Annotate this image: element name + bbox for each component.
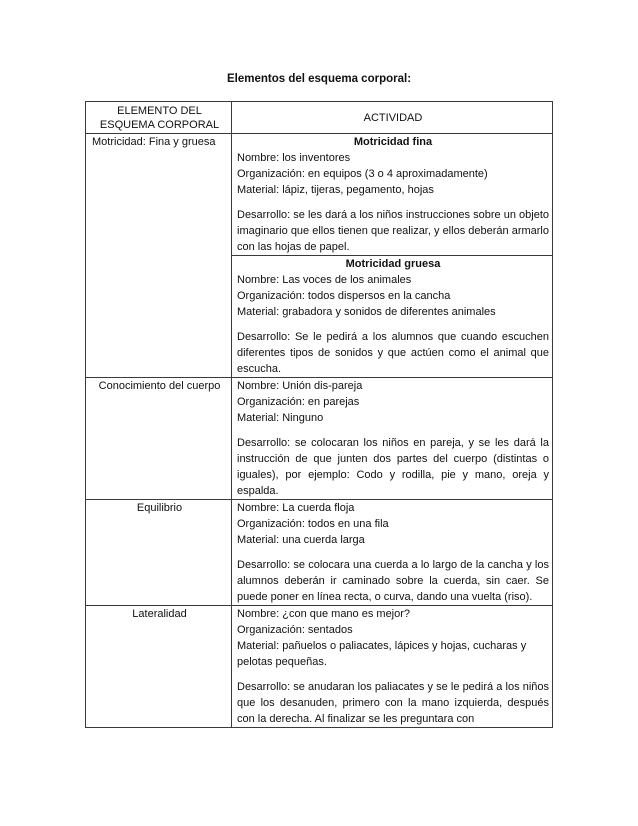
activity-material: Material: Ninguno: [237, 412, 324, 424]
table-row: [86, 606, 553, 728]
activity-material: Material: pañuelos o paliacates, lápices y hojas, cucharas y pelotas pequeñas.: [237, 640, 527, 668]
table-row: [86, 134, 553, 378]
activity-organizacion: Organización: en equipos (3 o 4 aproximadamente): [237, 168, 488, 180]
activity-nombre: Nombre: La cuerda floja: [237, 502, 355, 514]
activity-nombre: Nombre: Unión dis-pareja: [237, 380, 363, 392]
activity-organizacion: Organización: sentados: [237, 624, 353, 636]
activity-desarrollo: Desarrollo: se les dará a los niños instrucciones sobre un objeto imaginario que ellos tienen que realizar, y ellos deberán armarlo con las hojas de papel.: [237, 209, 549, 253]
activity-desarrollo: Desarrollo: se colocaran los niños en pareja, y se les dará la instrucción de que junten dos partes del cuerpo (distintas o iguales), por ejemplo: Codo y rodilla, pie y mano, oreja y espalda.: [237, 437, 549, 497]
activity-heading: Motricidad gruesa: [345, 258, 441, 270]
activity-desarrollo: Desarrollo: Se le pedirá a los alumnos que cuando escuchen diferentes tipos de sonidos y que actúen como el animal que escucha.: [237, 331, 549, 375]
element-motricidad: Motricidad: Fina y gruesa: [86, 134, 232, 378]
activity-motricidad-gruesa: [232, 256, 552, 377]
element-lateralidad: Lateralidad: [86, 606, 232, 728]
element-conocimiento: Conocimiento del cuerpo: [86, 378, 232, 500]
activity-desarrollo: Desarrollo: se colocara una cuerda a lo largo de la cancha y los alumnos deberán ir caminado sobre la cuerda, sin caer. Se puede poner en línea recta, o curva, dando una vuelta (riso).: [237, 559, 549, 603]
element-equilibrio: Equilibrio: [86, 500, 232, 606]
activity-motricidad-fina: [232, 134, 552, 256]
activity-nombre: Nombre: ¿con que mano es mejor?: [237, 608, 411, 620]
page-title: Elementos del esquema corporal:: [226, 73, 412, 85]
activity-nombre: Nombre: los inventores: [237, 152, 351, 164]
activity-organizacion: Organización: todos dispersos en la cancha: [237, 290, 451, 302]
activities-table: [85, 101, 553, 728]
activity-organizacion: Organización: todos en una fila: [237, 518, 389, 530]
table-row: [86, 500, 553, 606]
activity-cell: [232, 606, 553, 728]
header-actividad: ACTIVIDAD: [232, 102, 553, 134]
activity-cell: [232, 134, 553, 378]
activity-nombre: Nombre: Las voces de los animales: [237, 274, 412, 286]
activity-cell: [232, 500, 553, 606]
activity-material: Material: una cuerda larga: [237, 534, 365, 546]
header-elemento: ELEMENTO DEL ESQUEMA CORPORAL: [86, 102, 232, 134]
activity-heading: Motricidad fina: [353, 136, 433, 148]
activity-desarrollo: Desarrollo: se anudaran los paliacates y se le pedirá a los niños que los desanuden, primero con la mano izquierda, después con la derecha. Al finalizar se les preguntara con: [237, 681, 549, 725]
activity-material: Material: lápiz, tijeras, pegamento, hojas: [237, 184, 434, 196]
activity-material: Material: grabadora y sonidos de diferentes animales: [237, 306, 496, 318]
activity-cell: [232, 378, 553, 500]
table-row: [86, 378, 553, 500]
activity-organizacion: Organización: en parejas: [237, 396, 360, 408]
table-header-row: [86, 102, 553, 134]
